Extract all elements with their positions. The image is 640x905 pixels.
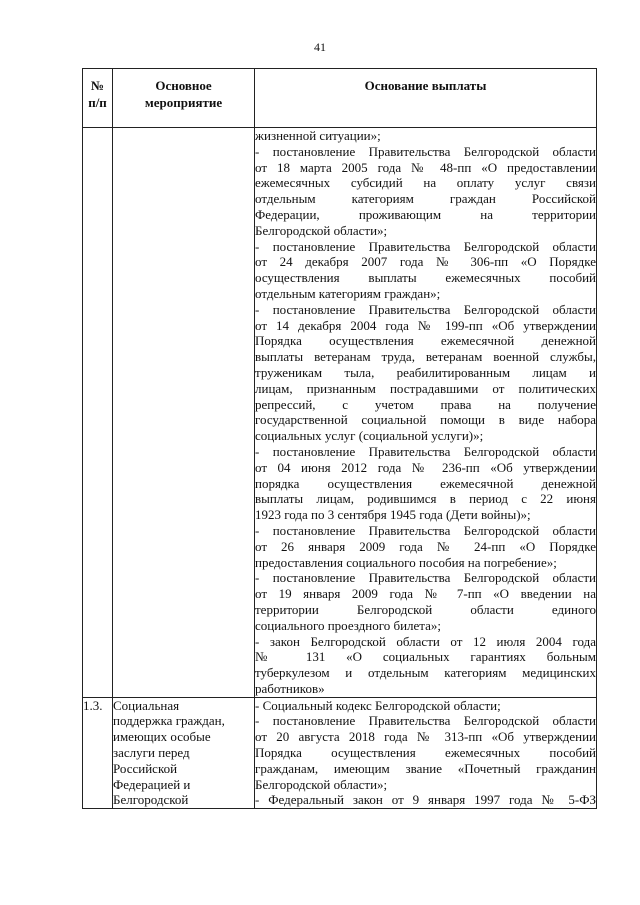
text-line: от 19 января 2009 года № 7-пп «О введении на [255,586,596,602]
text-line: 1923 года по 3 сентября 1945 года (Дети войны)»; [255,507,531,523]
text-line: государственной социальной помощи в виде набора [255,412,596,428]
text-line: труженикам тыла, реабилитированным лицам и [255,364,596,380]
header-activity-line: Основное [155,78,212,93]
text-line: имеющих особые [113,729,211,745]
text-line: Российской [113,760,178,776]
table-row [83,128,597,698]
text-line: от 24 декабря 2007 года № 306-пп «О Порядке [255,254,596,270]
text-line: туберкулезом и отдельным категориям медицинских [255,665,596,681]
header-basis: Основание выплаты [255,69,597,128]
text-line: - Социальный кодекс Белгородской области; [255,697,501,713]
text-line: - постановление Правительства Белгородской области [255,570,596,586]
row-number: 1.3. [83,697,113,809]
text-line: территории Белгородской области единого [255,601,596,617]
text-line: - постановление Правительства Белгородской области [255,143,596,159]
text-line: Социальная [113,697,180,713]
text-line: социальных услуг (социальной услуги)»; [255,428,484,444]
text-line: отдельным категориям граждан Российской [255,191,596,207]
text-line: ежемесячных субсидий на оплату услуг связи [255,175,596,191]
text-line: порядка осуществления ежемесячной денежной [255,475,596,491]
header-number-line: п/п [88,95,107,110]
text-line: - постановление Правительства Белгородской области [255,301,596,317]
text-line: - закон Белгородской области от 12 июля 2004 года [255,633,596,649]
text-line: социального проездного билета»; [255,617,442,633]
text-line: заслуги перед [113,745,190,761]
row-activity-cell [113,697,255,809]
text-line: Белгородской области»; [255,776,388,792]
text-line: Порядка осуществления ежемесячных пособий [255,745,596,761]
text-line: осуществления выплаты ежемесячных пособий [255,270,596,286]
header-activity [113,69,255,128]
text-line: от 18 марта 2005 года № 48-пп «О предоставлении [255,159,596,175]
text-line: жизненной ситуации»; [255,128,381,143]
header-number-line: № [90,78,105,93]
text-line: предоставления социального пособия на погребение»; [255,554,557,570]
text-line: Белгородской области»; [255,222,388,238]
text-line: - постановление Правительства Белгородской области [255,443,596,459]
text-line: от 26 января 2009 года № 24-пп «О Порядке [255,538,596,554]
text-line: Федерации, проживающим на территории [255,206,596,222]
text-line: репрессий, с учетом права на получение [255,396,596,412]
text-line: выплаты лицам, родившимся в период с 22 июня [255,491,596,507]
continued-basis-cell [255,128,597,698]
text-line: № 131 «О социальных гарантиях больным [255,649,596,665]
table-header-row [83,69,597,128]
text-line: - постановление Правительства Белгородской области [255,522,596,538]
text-line: - Федеральный закон от 9 января 1997 года № 5-ФЗ [255,792,596,808]
text-line: от 20 августа 2018 года № 313-пп «Об утверждении [255,729,596,745]
text-line: работников» [255,680,325,696]
continued-number-cell [83,128,113,698]
page-number: 41 [314,40,326,54]
text-line: от 04 июня 2012 года № 236-пп «Об утверждении [255,459,596,475]
payments-table [82,68,597,809]
text-line: от 14 декабря 2004 года № 199-пп «Об утверждении [255,317,596,333]
text-line: гражданам, имеющим звание «Почетный гражданин [255,760,596,776]
table-row [83,697,597,809]
header-activity-line: мероприятие [144,95,223,110]
row-basis-cell [255,697,597,809]
text-line: - постановление Правительства Белгородской области [255,238,596,254]
text-line: поддержка граждан, [113,713,225,729]
text-line: выплаты ветеранам труда, ветеранам военной службы, [255,349,596,365]
text-line: Порядка осуществления ежемесячной денежной [255,333,596,349]
text-line: лицам, признанным пострадавшими от политических [255,380,596,396]
continued-activity-cell [113,128,255,698]
text-line: Федерацией и [113,776,191,792]
text-line: - постановление Правительства Белгородской области [255,713,596,729]
text-line: Белгородской [113,792,189,808]
header-number [83,69,113,128]
text-line: отдельным категориям граждан»; [255,285,441,301]
